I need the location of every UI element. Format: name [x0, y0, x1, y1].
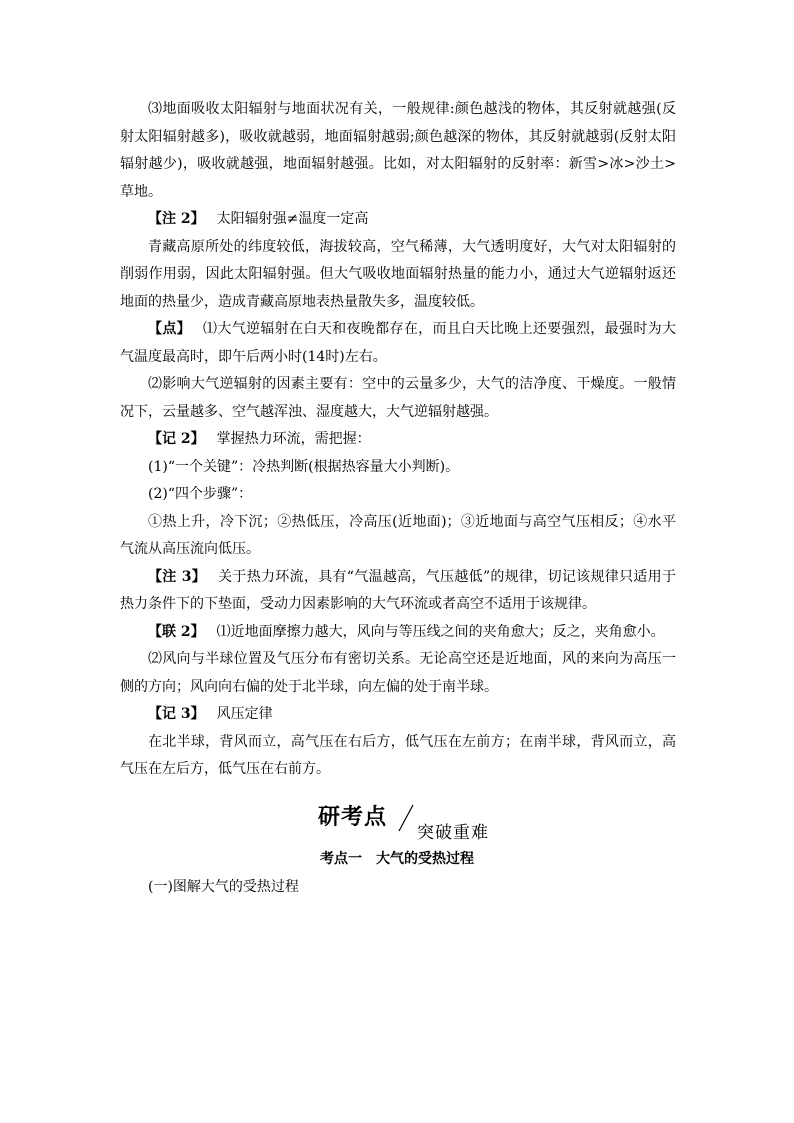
- paragraph-text: ⑴大气逆辐射在白天和夜晚都存在，而且白天比晚上还要强烈，最强时为大气温度最高时，即午后两小时(14时)左右。: [120, 321, 677, 365]
- paragraph-text: ⑵影响大气逆辐射的因素主要有：空中的云量多少，大气的洁净度、干燥度。一般情况下，云量越多、空气越浑浊、湿度越大，大气逆辐射越强。: [120, 376, 676, 420]
- paragraph-text: 掌握热力环流，需把握：: [216, 431, 371, 447]
- paragraph: [120, 454, 676, 482]
- section-subtitle: 突破重难: [417, 823, 489, 843]
- slash-divider-icon: [398, 804, 414, 832]
- paragraph-text: (2)“四个步骤”：: [148, 486, 253, 502]
- paragraph: [120, 619, 676, 647]
- paragraph-tag: 【记 3】: [148, 706, 205, 722]
- paragraph-text: 在北半球，背风而立，高气压在右后方，低气压在左前方；在南半球，背风而立，高气压在左后方，低气压在右前方。: [120, 733, 676, 777]
- paragraph-tag: 【联 2】: [148, 623, 205, 640]
- paragraph-text: 风压定律: [216, 706, 273, 722]
- paragraph-text: 青藏高原所处的纬度较低，海拔较高，空气稀薄，大气透明度好，大气对太阳辐射的削弱作用弱，因此太阳辐射强。但大气吸收地面辐射热量的能力小，通过大气逆辐射返还地面的热量少，造成青藏高原地表热量散失多，温度较低。: [120, 238, 676, 310]
- paragraph-text: ⑵风向与半球位置及气压分布有密切关系。无论高空还是近地面，风的来向为高压一侧的方向；风向向右偏的处于北半球，向左偏的处于南半球。: [120, 651, 676, 695]
- paragraph-text: 太阳辐射强≠温度一定高: [216, 211, 369, 227]
- paragraph-text: ①热上升，冷下沉；②热低压，冷高压(近地面)；③近地面与高空气压相反；④水平气流从高压流向低压。: [120, 513, 676, 557]
- section-title: 研考点: [318, 805, 388, 830]
- paragraph-tag: 【注 2】: [148, 211, 205, 227]
- paragraph-text: ⑶地面吸收太阳辐射与地面状况有关，一般规律:颜色越浅的物体，其反射就越强(反射太阳辐射越多)，吸收就越弱，地面辐射越弱;颜色越深的物体，其反射就越弱(反射太阳辐射越少)，吸收就越强，地面辐射越强。比如，对太阳辐射的反射率：新雪>冰>沙土>草地。: [120, 101, 676, 200]
- paragraph-text: 关于热力环流，具有“气温越高，气压越低”的规律，切记该规律只适用于热力条件下的下垫面，受动力因素影响的大气环流或者高空不适用于该规律。: [120, 568, 676, 612]
- paragraph: [120, 206, 676, 234]
- paragraph: [120, 481, 676, 509]
- paragraph: [120, 646, 676, 701]
- paragraph: [120, 96, 676, 206]
- paragraph-text: (1)“一个关键”：冷热判断(根据热容量大小判断)。: [148, 458, 460, 475]
- paragraph-tag: 【记 2】: [148, 431, 205, 447]
- paragraph-tag: 【点】: [148, 321, 192, 337]
- paragraph: [120, 701, 676, 729]
- paragraph: [120, 729, 676, 784]
- paragraph-tag: 【注 3】: [148, 568, 207, 585]
- paragraph: [120, 564, 676, 619]
- paragraph: [120, 371, 676, 426]
- topic-heading: 考点一 大气的受热过程: [320, 851, 474, 867]
- sub-heading: (一)图解大气的受热过程: [148, 879, 299, 895]
- paragraph: [120, 426, 676, 454]
- paragraph: [120, 509, 676, 564]
- paragraph: [120, 234, 676, 317]
- paragraph-text: ⑴近地面摩擦力越大，风向与等压线之间的夹角愈大；反之，夹角愈小。: [216, 623, 665, 640]
- paragraph: [120, 316, 676, 371]
- body-text: [120, 96, 676, 784]
